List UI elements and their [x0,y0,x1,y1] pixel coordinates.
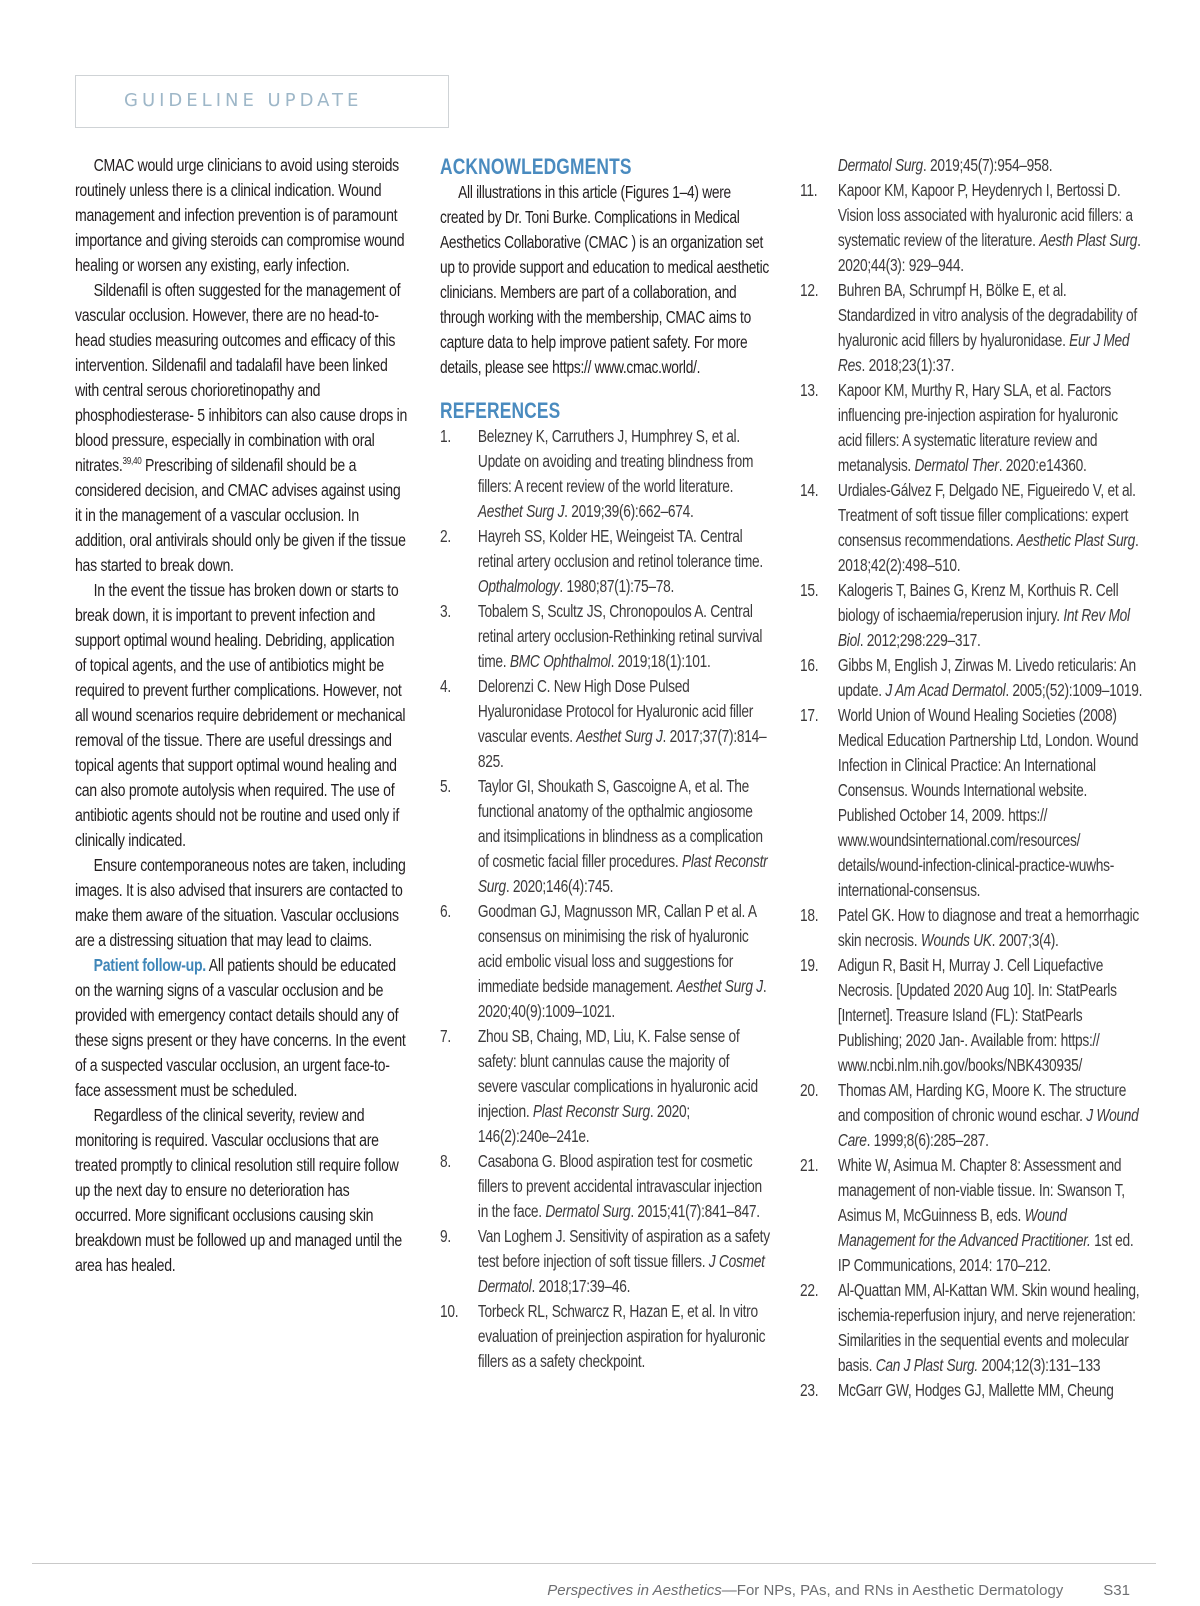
reference-authors-title: Tobalem S, Scultz JS, Chronopoulos A. Central retinal artery occlusion-Rethinking retinal survival time. [477,601,763,671]
reference-authors-title: Belezney K, Carruthers J, Humphrey S, et al. Update on avoiding and treating blindness from fillers: A recent review of the world literature. [477,426,754,496]
paragraph-sildenafil [75,278,407,578]
reference-item [800,653,1144,703]
reference-journal: Dermatol Surg [545,1201,631,1221]
reference-number: 22. [800,1280,819,1300]
reference-number: 3. [440,601,451,621]
acknowledgments-text: All illustrations in this article (Figures 1–4) were created by Dr. Toni Burke. Complications in Medical Aesthetics Collaborative (CMAC ) is an organization set up to provide support and education to medical aesthetic clinicians. Members are part of a collaboration, and through working with the membership, CMAC aims to capture data to help improve patient safety. For more details, please see https:// www.cmac.world/. [440,182,769,377]
reference-tail: . 1980;87(1):75–78. [559,576,675,596]
reference-journal: Int Rev Mol Biol [837,605,1130,650]
reference-number: 11. [800,180,818,200]
footer-divider [32,1563,1156,1564]
reference-journal: J Cosmet Dermatol [477,1251,765,1296]
reference-text [478,899,772,1024]
reference-tail: . 2015;41(7):841–847. [630,1201,760,1221]
reference-number: 2. [440,526,451,546]
reference-item [800,278,1144,378]
reference-item [440,899,772,1024]
follow-up-lead: Patient follow-up. [93,955,206,975]
reference-item [800,953,1144,1078]
footer-subtitle: —For NPs, PAs, and RNs in Aesthetic Dermatology [721,1582,1064,1599]
body-column-1 [75,153,407,1278]
reference-journal: Dermatol Ther [914,455,999,475]
reference-journal: Wounds UK [920,930,992,950]
reference-authors-title: Buhren BA, Schrumpf H, Bölke E, et al. Standardized in vitro analysis of the degradability of hyaluronic acid fillers by hyaluronidase. [837,280,1137,350]
reference-text [478,1024,772,1149]
reference-text [838,703,1144,903]
follow-up-text: All patients should be educated on the warning signs of a vascular occlusion and be provided with emergency contact details should any of these signs present or they have concerns. In the event of a suspected vascular occlusion, an urgent face-to-face assessment must be scheduled. [75,955,406,1100]
reference-number: 15. [800,580,819,600]
reference-authors-title: Kapoor KM, Kapoor P, Heydenrych I, Bertossi D. Vision loss associated with hyaluronic acid fillers: a systematic review of the literature. [837,180,1133,250]
reference-number: 1. [440,426,451,446]
reference-number: 8. [440,1151,451,1171]
reference-authors-title: Thomas AM, Harding KG, Moore K. The structure and composition of chronic wound eschar. [837,1080,1127,1125]
reference-item [440,674,772,774]
reference-authors-title: Van Loghem J. Sensitivity of aspiration as a safety test before injection of soft tissue fillers. [477,1226,770,1271]
reference-item [440,524,772,599]
reference-item [800,703,1144,903]
reference-text [838,1278,1144,1378]
reference-number: 5. [440,776,451,796]
reference-tail: 2004;12(3):131–133 [977,1355,1101,1375]
reference-authors-title: Hayreh SS, Kolder HE, Weingeist TA. Central retinal artery occlusion and retinol tolerance time. [477,526,763,571]
reference-number: 13. [800,380,819,400]
reference-item [440,599,772,674]
reference-tail: . 2020;146(4):745. [505,876,614,896]
reference-text [838,178,1144,278]
reference-item [800,578,1144,653]
reference-journal: Can J Plast Surg. [875,1355,978,1375]
section-tag: GUIDELINE UPDATE [124,90,363,111]
reference-journal: Plast Reconstr Surg [532,1101,650,1121]
body-column-3 [800,153,1144,1403]
reference-number: 18. [800,905,819,925]
reference-number: 20. [800,1080,819,1100]
reference-text [478,599,772,674]
reference-item [800,1153,1144,1278]
paragraph-tissue-breakdown: In the event the tissue has broken down or starts to break down, it is important to prevent infection and support optimal wound healing. Debriding, application of topical agents, and the use of antibiotics might be required to prevent further complications. However, not all wound scenarios require debridement or mechanical removal of the tissue. There are useful dressings and topical agents that support optimal wound healing and can also promote autolysis when required. The use of antibiotic agents should not be routine and used only if clinically indicated. [75,580,406,850]
reference-text [478,1299,772,1374]
reference-list [440,424,772,1374]
reference-authors-title: Goodman GJ, Magnusson MR, Callan P et al. A consensus on minimising the risk of hyaluronic acid embolic visual loss and suggestions for immediate bedside management. [477,901,756,996]
reference-number: 14. [800,480,819,500]
reference-tail: . 2019;18(1):101. [610,651,711,671]
reference-authors-title: White W, Asimua M. Chapter 8: Assessment and management of non-viable tissue. In: Swanson T, Asimus M, McGuinness B, eds. [837,1155,1125,1225]
references-heading: REFERENCES [440,398,561,423]
reference-item [440,774,772,899]
reference-tail: . 2017;37(7):814–825. [477,726,767,771]
reference-item [440,1224,772,1299]
reference-item [800,1078,1144,1153]
reference-text [478,524,772,599]
reference-text [478,1224,772,1299]
reference-number: 19. [800,955,819,975]
reference-number: 10. [440,1301,459,1321]
paragraph-notes: Ensure contemporaneous notes are taken, including images. It is also advised that insurers are contacted to make them aware of the situation. Vascular occlusions are a distressing situation that may lead to claims. [75,855,406,950]
citation-superscript: 39,40 [122,456,142,468]
reference-text [838,903,1144,953]
reference-tail: . 2019;39(6):662–674. [564,501,694,521]
reference-journal: Eur J Med Res [837,330,1130,375]
reference-text [838,1153,1144,1278]
reference-journal: Aesthetic Plast Surg [1016,530,1135,550]
sildenafil-text: Sildenafil is often suggested for the management of vascular occlusion. However, there are no head-to-head studies measuring outcomes and efficacy of this intervention. Sildenafil and tadalafil have been linked with central serous chorioretinopathy and phosphodiesterase- 5 inhibitors can also cause drops in blood pressure, especially in combination with oral nitrates. [75,280,408,475]
reference-item [440,424,772,524]
reference-number: 12. [800,280,819,300]
reference-number: 23. [800,1380,819,1400]
reference-tail: . 2020;44(3): 929–944. [837,230,1141,275]
reference-authors-title: Patel GK. How to diagnose and treat a hemorrhagic skin necrosis. [837,905,1140,950]
reference-tail: . 2020:e14360. [998,455,1087,475]
reference-item [800,378,1144,478]
reference-item [800,478,1144,578]
reference-journal: Plast Reconstr Surg [477,851,768,896]
reference-authors-title: World Union of Wound Healing Societies (2008) Medical Education Partnership Ltd, London. Wound Infection in Clinical Practice: An International Consensus. Wounds International website. Published October 14, 2009. https:// www.woundsinternational.com/resources/ details/wound-infection-clinical-practice-wuwhs-international-consensus. [837,705,1139,900]
reference-authors-title: Kapoor KM, Murthy R, Hary SLA, et al. Factors influencing pre-injection aspiration for hyaluronic acid fillers: A systematic literature review and metanalysis. [837,380,1118,475]
reference-journal: J Wound Care [837,1105,1139,1150]
reference-journal: Aesthet Surg J [576,726,663,746]
reference-authors-title: Zhou SB, Chaing, MD, Liu, K. False sense of safety: blunt cannulas cause the majority of severe vascular complications in hyaluronic acid injection. [477,1026,758,1121]
reference-journal: J Am Acad Dermatol [885,680,1006,700]
section-spacer [440,380,772,397]
reference-item [440,1149,772,1224]
reference-text [478,774,772,899]
reference-authors-title: Kalogeris T, Baines G, Krenz M, Korthuis R. Cell biology of ischaemia/reperusion injury. [837,580,1119,625]
reference-text [478,1149,772,1224]
reference-tail: . 2020;40(9):1009–1021. [477,976,767,1021]
reference-item [800,903,1144,953]
reference-tail: . 2019;45(7):954–958. [922,155,1053,175]
reference-tail: . 2012;298:229–317. [859,630,981,650]
reference-text [838,478,1144,578]
reference-authors-title: Taylor GI, Shoukath S, Gascoigne A, et al. The functional anatomy of the opthalmic angiosome and itsimplications in blindness as a complication of cosmetic facial filler procedures. [477,776,763,871]
reference-tail: . 2018;17:39–46. [531,1276,631,1296]
reference-number: 16. [800,655,819,675]
reference-text [838,1378,1144,1403]
reference-authors-title: Delorenzi C. New High Dose Pulsed Hyaluronidase Protocol for Hyaluronic acid filler vascular events. [477,676,754,746]
reference-authors-title: Gibbs M, English J, Zirwas M. Livedo reticularis: An update. [837,655,1136,700]
footer-journal: Perspectives in Aesthetics [547,1582,722,1599]
sildenafil-text-tail: Prescribing of sildenafil should be a considered decision, and CMAC advises against using it in the management of a vascular occlusion. In addition, oral antivirals should only be given if the tissue has started to break down. [75,455,406,575]
reference-journal: Aesth Plast Surg [1039,230,1138,250]
reference-item [440,1024,772,1149]
page-number: S31 [1103,1582,1130,1599]
reference-item [440,1299,772,1374]
paragraph-review: Regardless of the clinical severity, review and monitoring is required. Vascular occlusions that are treated promptly to clinical resolution still require follow up the next day to ensure no deterioration has occurred. More significant occlusions causing skin breakdown must be followed up and managed until the area has healed. [75,1105,402,1275]
reference-authors-title: Urdiales-Gálvez F, Delgado NE, Figueiredo V, et al. Treatment of soft tissue filler complications: expert consensus recommendations. [837,480,1136,550]
reference-number: 9. [440,1226,451,1246]
reference-tail: . 2007;3(4). [991,930,1059,950]
reference-text [478,674,772,774]
page-footer [547,1582,1130,1599]
reference-journal: BMC Ophthalmol [509,651,611,671]
reference-text [838,653,1144,703]
reference-journal: Dermatol Surg [837,155,923,175]
reference-number: 17. [800,705,819,725]
section-tag-box [75,75,449,128]
reference-text [838,953,1144,1078]
acknowledgments-heading: ACKNOWLEDGMENTS [440,154,632,179]
reference-tail: . 2020; 146(2):240e–241e. [477,1101,690,1146]
reference-tail: . 2018;23(1):37. [861,355,955,375]
reference-number: 21. [800,1155,819,1175]
body-column-2 [440,153,772,1374]
reference-tail: . 1999;8(6):285–287. [866,1130,989,1150]
paragraph-steroids: CMAC would urge clinicians to avoid using steroids routinely unless there is a clinical indication. Wound management and infection prevention is of paramount importance and giving steroids can compromise wound healing or worsen any existing, early infection. [75,155,405,275]
reference-carryover [800,153,1144,178]
reference-journal: Wound Management for the Advanced Practitioner. [837,1205,1091,1250]
reference-authors-title: McGarr GW, Hodges GJ, Mallette MM, Cheung [837,1380,1114,1400]
reference-item [800,178,1144,278]
reference-journal: Opthalmology [477,576,560,596]
paragraph-follow-up [75,953,407,1103]
reference-text [838,278,1144,378]
reference-item [800,1278,1144,1378]
reference-list [800,178,1144,1403]
reference-tail: 1st ed. IP Communications, 2014: 170–212. [837,1230,1134,1275]
reference-text [478,424,772,524]
reference-journal: Aesthet Surg J [676,976,763,996]
reference-item [800,1378,1144,1403]
reference-tail: . 2018;42(2):498–510. [837,530,1139,575]
reference-authors-title: Casabona G. Blood aspiration test for cosmetic fillers to prevent accidental intravascular injection in the face. [477,1151,762,1221]
reference-text [838,1078,1144,1153]
reference-text [838,378,1144,478]
reference-number: 7. [440,1026,451,1046]
reference-authors-title: Al-Quattan MM, Al-Kattan WM. Skin wound healing, ischemia-reperfusion injury, and nerve rejeneration: Similarities in the sequential events and molecular basis. [837,1280,1140,1375]
reference-authors-title: Torbeck RL, Schwarcz R, Hazan E, et al. In vitro evaluation of preinjection aspiration for hyaluronic fillers as a safety checkpoint. [477,1301,766,1371]
reference-tail: . 2005;(52):1009–1019. [1005,680,1143,700]
reference-journal: Aesthet Surg J [477,501,565,521]
reference-number: 4. [440,676,451,696]
reference-authors-title: Adigun R, Basit H, Murray J. Cell Liquefactive Necrosis. [Updated 2020 Aug 10]. In: StatPearls [Internet]. Treasure Island (FL): StatPearls Publishing; 2020 Jan-. Available from: https:// www.ncbi.nlm.nih.gov/books/NBK430935/ [837,955,1117,1075]
reference-number: 6. [440,901,451,921]
reference-text [838,578,1144,653]
